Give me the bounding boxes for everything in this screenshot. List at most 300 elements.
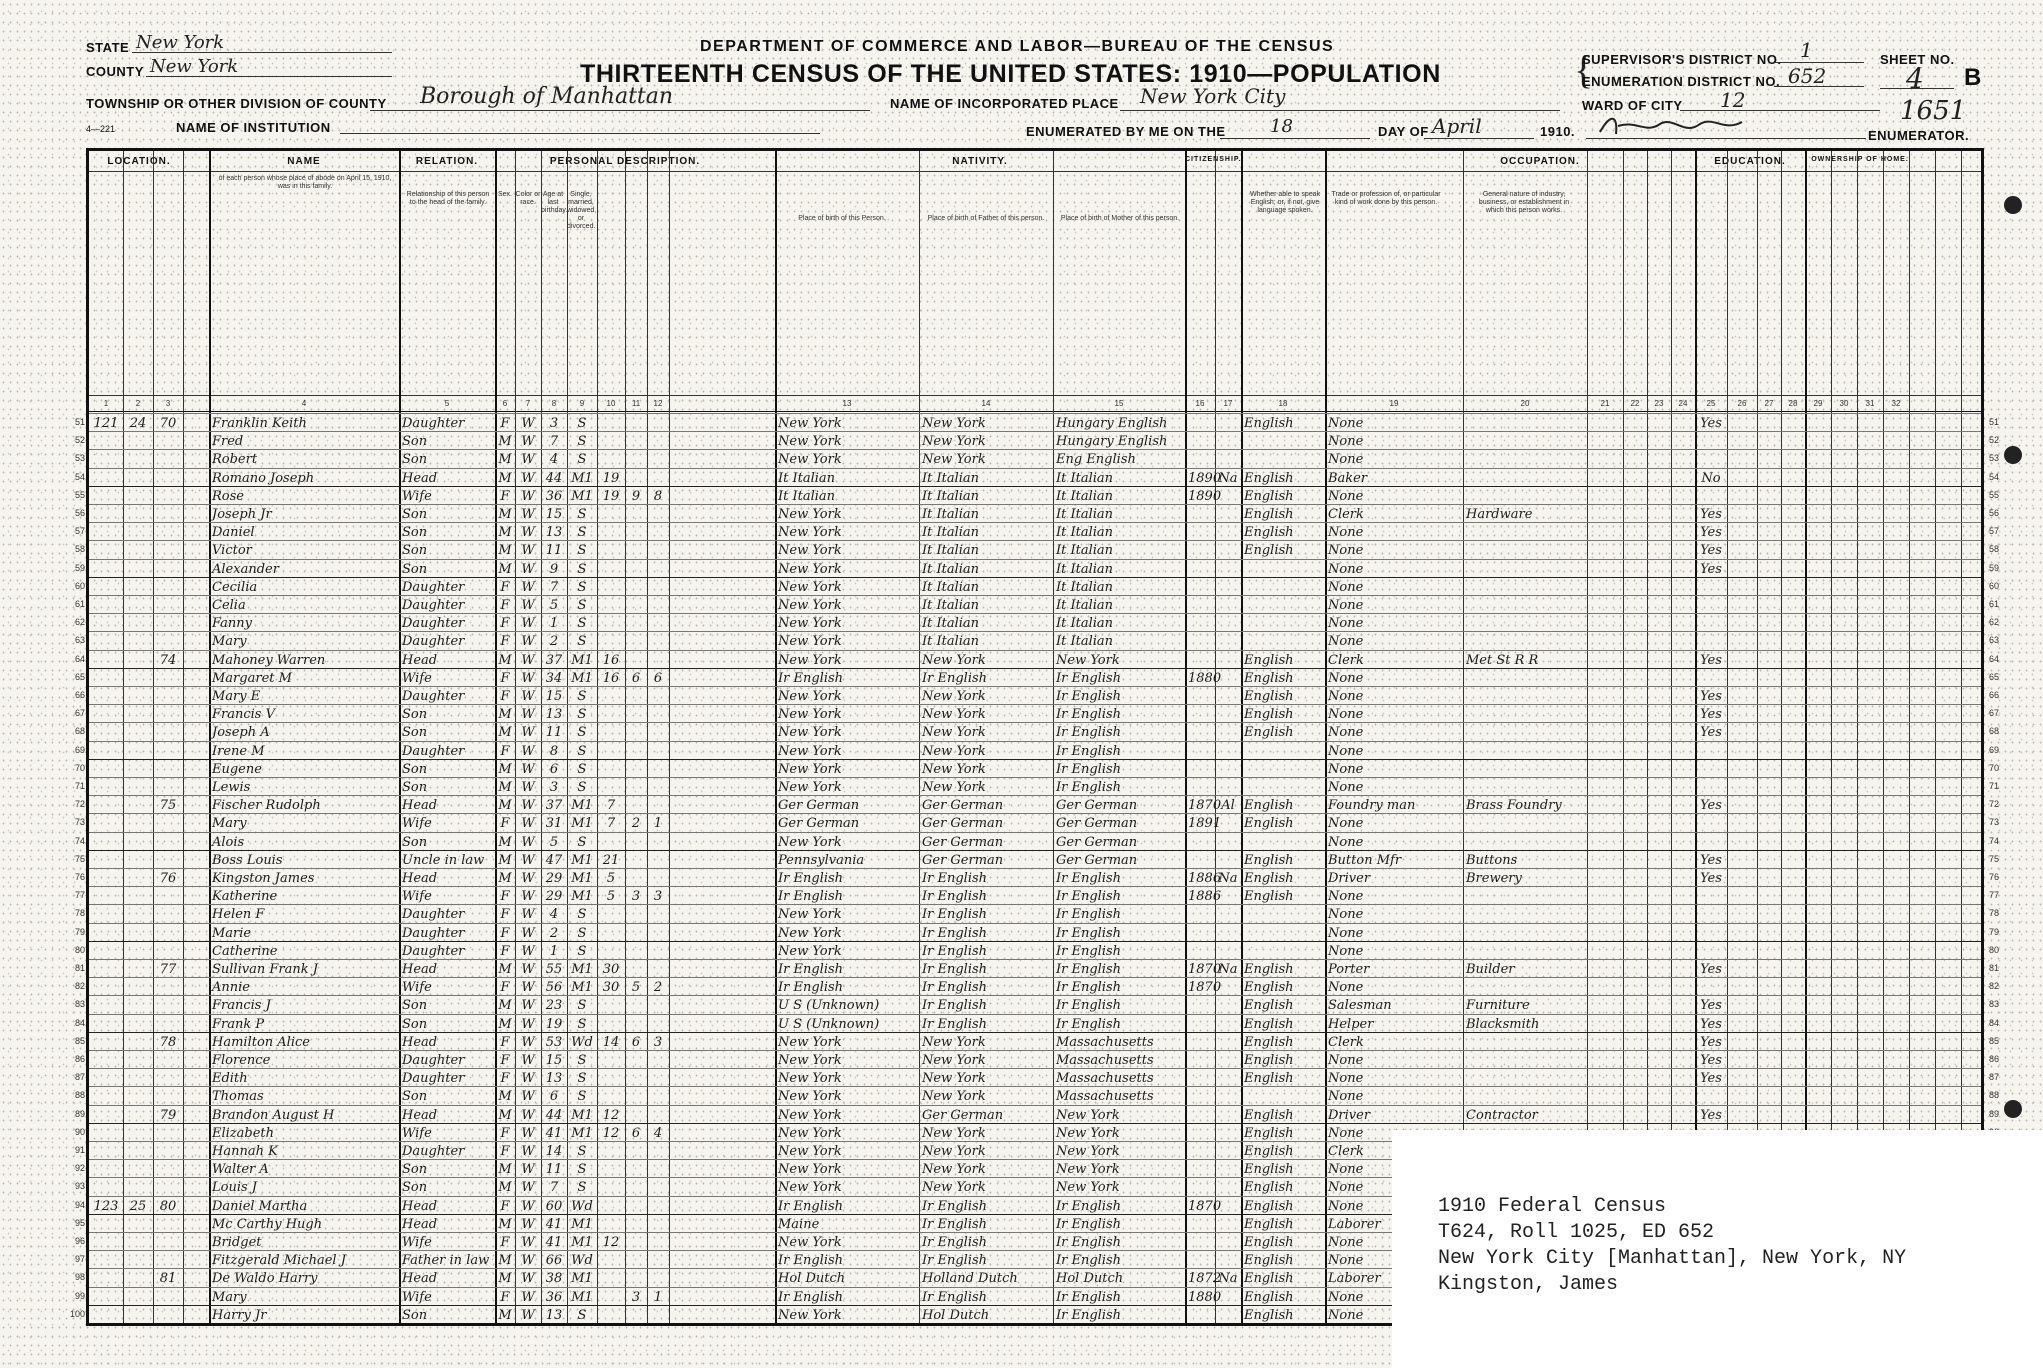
- cell-trade: None: [1328, 907, 1364, 923]
- cell-bp: New York: [778, 507, 842, 522]
- cell-name: Florence: [212, 1053, 271, 1068]
- cell-bf: New York: [922, 1125, 986, 1141]
- cell-name: Katherine: [212, 889, 278, 905]
- cell-lang: English: [1244, 1235, 1294, 1250]
- cell-age: 7: [549, 1180, 559, 1196]
- cell-name: Hannah K: [212, 1144, 278, 1159]
- cell-bm: It Italian: [1056, 525, 1114, 541]
- cell-race: W: [521, 980, 535, 996]
- cell-bp: New York: [778, 743, 842, 759]
- cell-bm: Eng English: [1056, 452, 1136, 468]
- line-number: 74: [74, 835, 85, 846]
- cell-trade: None: [1328, 780, 1364, 795]
- cell-sex: M: [498, 962, 512, 977]
- cell-lang: English: [1244, 1216, 1294, 1232]
- cell-bm: Ir English: [1056, 1289, 1122, 1305]
- supervisor-value: 1: [1800, 38, 1813, 62]
- table-row: [74, 468, 2000, 488]
- cell-bf: New York: [922, 1162, 986, 1178]
- cell-sex: M: [498, 852, 512, 868]
- cell-sex: M: [498, 1180, 512, 1196]
- cell-bp: New York: [778, 761, 842, 777]
- cell-name: Marie: [212, 925, 252, 941]
- cell-sex: F: [500, 1071, 510, 1087]
- cell-bp: Ir English: [778, 1289, 844, 1305]
- cell-yrs: 16: [602, 670, 620, 686]
- cell-trade: None: [1328, 416, 1364, 431]
- cell-mar: M1: [571, 798, 593, 814]
- cell-ed: Yes: [1700, 871, 1722, 886]
- cell-trade: None: [1328, 525, 1364, 541]
- cell-name: Kingston James: [212, 871, 315, 886]
- cell-mar: M1: [571, 1271, 593, 1287]
- cell-mar: S: [577, 761, 587, 777]
- cell-bf: Ir English: [922, 962, 988, 977]
- cell-bm: Massachusetts: [1056, 1053, 1154, 1068]
- cell-lang: English: [1244, 507, 1294, 522]
- cell-bf: Ir English: [922, 1289, 988, 1305]
- cell-mar: S: [577, 998, 587, 1014]
- cell-race: W: [521, 416, 535, 431]
- column-number: 13: [842, 399, 852, 408]
- cell-mar: S: [577, 1307, 587, 1323]
- cell-bf: New York: [922, 1180, 986, 1196]
- sheet-label: SHEET NO.: [1880, 52, 1955, 67]
- cell-age: 4: [549, 452, 559, 468]
- line-number: 85: [74, 1035, 85, 1046]
- cell-name: Margaret M: [212, 670, 292, 686]
- table-row: [74, 1068, 2000, 1088]
- cell-bf: Ger German: [922, 798, 1004, 814]
- line-number: 95: [74, 1217, 85, 1228]
- cell-name: Romano Joseph: [212, 470, 315, 486]
- cell-rel: Head: [402, 1034, 438, 1050]
- cell-chl: 8: [653, 488, 663, 504]
- cell-bp: New York: [778, 616, 842, 632]
- cell-bf: It Italian: [922, 543, 980, 559]
- cell-mar: M1: [571, 871, 593, 886]
- cell-bf: It Italian: [922, 616, 980, 632]
- cell-rel: Son: [402, 543, 428, 559]
- cell-bp: Ir English: [778, 889, 844, 905]
- cell-rel: Daughter: [402, 743, 465, 759]
- column-number: 24: [1678, 399, 1688, 408]
- line-number-right: 80: [1989, 944, 2000, 955]
- cell-bm: New York: [1056, 1180, 1120, 1196]
- cell-bm: Ger German: [1056, 852, 1138, 868]
- subheader-age: Age at last birthday.: [541, 191, 568, 214]
- line-number-right: 73: [1989, 817, 2000, 828]
- cell-ind: Hardware: [1466, 507, 1533, 522]
- incorporated-label: NAME OF INCORPORATED PLACE: [890, 96, 1119, 111]
- cell-name: Mary: [212, 1289, 247, 1305]
- cell-bf: New York: [922, 1089, 986, 1105]
- cell-sex: M: [498, 780, 512, 795]
- cell-rel: Wife: [402, 1125, 432, 1141]
- cell-lang: English: [1244, 798, 1294, 814]
- cell-age: 15: [545, 507, 563, 522]
- cell-name: Brandon August H: [212, 1107, 335, 1123]
- cell-rel: Son: [402, 452, 428, 468]
- cell-bm: It Italian: [1056, 488, 1114, 504]
- cell-bm: It Italian: [1056, 634, 1114, 650]
- day-of-label: DAY OF: [1378, 124, 1429, 139]
- cell-rel: Son: [402, 1307, 428, 1323]
- table-row: [74, 977, 2000, 997]
- cell-name: Alois: [212, 834, 245, 850]
- cell-bp: New York: [778, 1235, 842, 1250]
- line-number: 70: [74, 762, 85, 773]
- line-number: 91: [74, 1145, 85, 1155]
- cell-bp: New York: [778, 834, 842, 850]
- cell-bp: Ir English: [778, 1253, 844, 1269]
- cell-sex: M: [498, 1162, 512, 1178]
- line-number-right: 87: [1989, 1072, 2000, 1083]
- cell-sex: M: [498, 434, 512, 450]
- cell-sex: F: [500, 1034, 510, 1050]
- line-number-right: 77: [1989, 890, 2000, 901]
- cell-trade: Foundry man: [1328, 798, 1416, 814]
- cell-race: W: [521, 1053, 535, 1068]
- cell-rel: Wife: [402, 670, 432, 686]
- cell-race: W: [521, 1107, 535, 1123]
- cell-rel: Wife: [402, 1289, 432, 1305]
- cell-bf: New York: [922, 707, 986, 723]
- cell-lang: English: [1244, 488, 1294, 504]
- cell-race: W: [521, 561, 535, 577]
- cell-rel: Daughter: [402, 1144, 465, 1159]
- cell-lang: English: [1244, 1034, 1294, 1050]
- line-number: 97: [74, 1254, 85, 1265]
- line-number-right: 63: [1989, 635, 2000, 646]
- cell-bf: New York: [922, 434, 986, 450]
- cell-bp: New York: [778, 1125, 842, 1141]
- cell-rel: Head: [402, 1198, 438, 1214]
- cell-sex: F: [500, 598, 510, 613]
- cell-bp: New York: [778, 780, 842, 795]
- cell-trade: None: [1328, 725, 1364, 741]
- cell-cit: Na: [1218, 470, 1238, 486]
- cell-chl: 1: [653, 1289, 663, 1305]
- line-number: 55: [74, 489, 85, 500]
- cell-bm: Ir English: [1056, 780, 1122, 795]
- cell-rel: Son: [402, 1016, 428, 1032]
- cell-race: W: [521, 998, 535, 1014]
- cell-race: W: [521, 1071, 535, 1087]
- cell-mar: M1: [571, 652, 593, 668]
- cell-ed: Yes: [1700, 1053, 1722, 1068]
- enumerator-signature: [1596, 110, 1746, 140]
- cell-lang: English: [1244, 1125, 1294, 1141]
- cell-yrs: 5: [606, 871, 616, 886]
- line-number: 62: [74, 617, 85, 628]
- group-ownership: OWNERSHIP OF HOME.: [1811, 156, 1909, 163]
- cell-name: Fischer Rudolph: [212, 798, 321, 814]
- cell-rel: Wife: [402, 488, 432, 504]
- cell-lang: English: [1244, 816, 1294, 832]
- cell-ch: 9: [631, 488, 641, 504]
- cell-name: Edith: [212, 1071, 248, 1087]
- cell-bp: U S (Unknown): [778, 998, 880, 1014]
- cell-name: Celia: [212, 598, 246, 613]
- cell-bm: Ir English: [1056, 925, 1122, 941]
- cell-bm: New York: [1056, 1125, 1120, 1141]
- cell-lang: English: [1244, 871, 1294, 886]
- cell-age: 41: [545, 1125, 563, 1141]
- line-number-right: 52: [1989, 435, 2000, 446]
- cell-imm: 1890: [1188, 488, 1222, 504]
- cell-bf: Ger German: [922, 1107, 1004, 1123]
- cell-bp: New York: [778, 598, 842, 613]
- department-heading: DEPARTMENT OF COMMERCE AND LABOR—BUREAU OF THE CENSUS: [700, 38, 1335, 55]
- cell-name: Boss Louis: [212, 852, 283, 868]
- cell-rel: Head: [402, 871, 438, 886]
- line-number-right: 51: [1989, 417, 2000, 427]
- column-number: 32: [1891, 399, 1901, 408]
- cell-age: 37: [545, 798, 563, 814]
- cell-age: 23: [545, 998, 563, 1014]
- table-row: [74, 886, 2000, 906]
- cell-sex: F: [500, 980, 510, 996]
- cell-ind: Furniture: [1466, 998, 1530, 1014]
- cell-trade: None: [1328, 707, 1364, 723]
- line-number-right: 66: [1989, 690, 2000, 700]
- table-row: [74, 631, 2000, 651]
- cell-sex: M: [498, 798, 512, 814]
- cell-sex: F: [500, 816, 510, 832]
- cell-rel: Son: [402, 525, 428, 541]
- cell-sex: M: [498, 1107, 512, 1123]
- cell-sex: M: [498, 470, 512, 486]
- line-number-right: 75: [1989, 853, 2000, 864]
- citation-line-4: Kingston, James: [1438, 1273, 1619, 1296]
- cell-ed: Yes: [1700, 707, 1722, 723]
- cell-chl: 2: [653, 980, 663, 996]
- cell-bp: New York: [778, 689, 842, 704]
- cell-bm: Ir English: [1056, 707, 1122, 723]
- cell-rel: Head: [402, 798, 438, 814]
- table-row: [74, 595, 2000, 615]
- cell-name: Walter A: [212, 1162, 269, 1178]
- cell-bm: Ir English: [1056, 1307, 1122, 1323]
- cell-bp: It Italian: [778, 488, 836, 504]
- cell-name: Helen F: [212, 907, 265, 923]
- cell-trade: Laborer: [1328, 1216, 1381, 1232]
- cell-bp: New York: [778, 707, 842, 723]
- cell-rel: Uncle in law: [402, 852, 485, 868]
- cell-trade: None: [1328, 889, 1364, 905]
- cell-sex: M: [498, 1307, 512, 1323]
- subheader-trade: Trade or profession of, or particular kind of work done by this person.: [1331, 191, 1441, 206]
- line-number-right: 60: [1989, 580, 2000, 591]
- cell-rel: Son: [402, 725, 428, 741]
- cell-yrs: 12: [602, 1235, 620, 1250]
- cell-mar: S: [577, 743, 587, 759]
- cell-bf: New York: [922, 780, 986, 795]
- cell-trade: None: [1328, 670, 1364, 686]
- column-number: 16: [1195, 399, 1205, 408]
- line-number: 65: [74, 671, 85, 682]
- cell-name: Fitzgerald Michael J: [212, 1253, 346, 1269]
- cell-bf: Ir English: [922, 1235, 988, 1250]
- cell-mar: S: [577, 1016, 587, 1032]
- cell-lang: English: [1244, 707, 1294, 723]
- cell-bm: It Italian: [1056, 598, 1114, 613]
- cell-trade: None: [1328, 1307, 1364, 1323]
- cell-race: W: [521, 1289, 535, 1305]
- cell-sex: M: [498, 1253, 512, 1269]
- line-number: 73: [74, 817, 85, 828]
- cell-trade: None: [1328, 1162, 1364, 1178]
- cell-imm: 1870: [1188, 798, 1222, 814]
- cell-trade: None: [1328, 1289, 1364, 1305]
- cell-bm: Ir English: [1056, 1253, 1122, 1269]
- cell-bp: Ger German: [778, 798, 860, 814]
- cell-bf: New York: [922, 652, 986, 668]
- ward-label: WARD OF CITY: [1582, 98, 1683, 113]
- cell-name: Fred: [212, 434, 244, 450]
- cell-race: W: [521, 962, 535, 977]
- cell-name: Fanny: [212, 616, 252, 632]
- cell-sex: F: [500, 1289, 510, 1305]
- citation-line-1: 1910 Federal Census: [1438, 1195, 1667, 1218]
- line-number: 98: [74, 1272, 85, 1283]
- cell-age: 5: [549, 834, 559, 850]
- cell-ch: 3: [631, 1289, 641, 1305]
- cell-bf: New York: [922, 452, 986, 468]
- cell-bp: New York: [778, 434, 842, 450]
- cell-rel: Head: [402, 1271, 438, 1287]
- cell-age: 11: [545, 543, 563, 559]
- line-number-right: 57: [1989, 526, 2000, 537]
- census-sheet: STATE New York COUNTY New York TOWNSHIP OR OTHER DIVISION OF COUNTY Borough of Manhattan 4—221 NAME OF INSTITUTION DEPARTMENT OF COMMERCE AND LABOR—BUREAU OF THE CENSUS THIRTEENTH CENSUS OF THE UNITED STATES: 1910—POPULATION NAME OF INCORPORATED PLACE New York City ENUMERATED BY ME ON THE 18 DAY OF April 1910. ENUMERATOR. { SUPERVISOR'S DISTRICT NO. 1 ENUMERATION DISTRICT NO. 652 SHEET NO. 4 B WARD OF CITY 12 1651 LOCATION. NAME RELATION. PERSONAL DESCRIPTION. NATIVITY. CITIZENSHIP. OCCUPATION. EDUCATION. OWNERSHIP OF HOME. of each person whose place of abode on April 15, 1910, was in this family. Relationship of this person to the head of the family. Place of birth of this Person. Place of birth of Father of this person. Place of birth of Mother of this person. Whether able to speak English; or, if not, give language spoken. Trade or profession of, or particular kind of work done by this person. General nature of industry, business, or establishment in which this person works. Sex. Color or race. Age at last birthday. Single, married, widowed, or divorced. 1 2 3 4 5 6 7 8 9 10 11 12 13 14 15 16 17 18 19 20 21 22 23 24 25 26 27 28 29 30 31 32 51 51 121 24 70 Franklin Keith Daughter F W 3 S New York New York Hungary English English None Yes 52 52 Fred Son M W 7 S New York New York Hungary English None 53 53 Robert Son M W 4 S New York New York Eng English None 54 54 Romano Joseph Head M W 44 M1 19 It Italian It Italian It Italian 1890 Na English Baker No 55 55 Rose Wife F W 36 M1 19 9 8 It Italian It Italian It Italian 1890 English None 56 56 Joseph Jr Son M W 15 S New York It Italian It Italian English Clerk Hardware Yes 57 57 Daniel Son M W 13 S New York It Italian It Italian English None Yes 58 58 Victor Son M W 11 S New York It Italian It Italian English None Yes 59 59 Alexander Son M W 9 S New York It Italian It Italian None Yes 60 60 Cecilia Daughter F W 7 S New York It Italian It Italian None 61 61 Celia Daughter F W 5 S New York It Italian It Italian None 62 62 Fanny Daughter F W 1 S New York It Italian It Italian None 63 63 Mary Daughter F W 2 S New York It Italian It Italian None 64 64 74 Mahoney Warren Head M W 37 M1 16 New York New York New York English Clerk Met St R R Yes 65 65 Margaret M Wife F W 34 M1 16 6 6 Ir English Ir English Ir English 1880 English None 66 66 Mary E Daughter F W 15 S New York New York Ir English English None Yes 67 67 Francis V Son M W 13 S New York New York Ir English English None Yes 68 68 Joseph A Son M W 11 S New York New York Ir English English None Yes 69 69 Irene M Daughter F W 8 S New York New York Ir English None 70 70 Eugene Son M W 6 S New York New York Ir English None 71 71 Lewis Son M W 3 S New York New York Ir English None 72 72 75 Fischer Rudolph Head M W 37 M1 7 Ger German Ger German Ger German 1870 Al English Foundry man Brass Foundry Yes 73 73 Mary Wife F W 31 M1 7 2 1 Ger German Ger German Ger German 1891 English None 74 74 Alois Son M W 5 S New York Ger German Ger German None 75 75 Boss Louis Uncle in law M W 47 M1 21 Pennsylvania Ger German Ger German English Button Mfr Buttons Yes 76 76 76 Kingston James Head M W 29 M1 5 Ir English Ir English Ir English 1886 Na English Driver Brewery Yes 77 77 Katherine Wife F W 29 M1 5 3 3 Ir English Ir English Ir English 1886 English None 78 78 Helen F Daughter F W 4 S New York Ir English Ir English None 79 79 Marie Daughter F W 2 S New York Ir English Ir English None 80 80 Catherine Daughter F W 1 S New York Ir English Ir English None 81 81 77 Sullivan Frank J Head M W 55 M1 30 Ir English Ir English Ir English 1870 Na English Porter Builder Yes 82 82 Annie Wife F W 56 M1 30 5 2 Ir English Ir English Ir English 1870 English None 83 83 Francis J Son M W 23 S U S (Unknown) Ir English Ir English English Salesman Furniture Yes 84 84 Frank P Son M W 19 S U S (Unknown) Ir English Ir English English Helper Blacksmith Yes 85 85 78 Hamilton Alice Head F W 53 Wd 14 6 3 New York New York Massachusetts English Clerk Yes 86 86 Florence Daughter F W 15 S New York New York Massachusetts English None Yes 87 87 Edith Daughter F W 13 S New York New York Massachusetts English None Yes 88 88 Thomas Son M W 6 S New York New York Massachusetts None 89 89 79 Brandon August H Head M W 44 M1 12 New York Ger German New York English Driver Contractor Yes 90 Elizabeth Wife F W 41 M1 12 6 4 New York New York New York English None 91 Hannah K Daughter F W 14 S New York New York New York English Clerk 92 Walter A Son M W 11 S New York New York New York English None 93 Louis J Son M W 7 S New York New York New York English None 94 123 25 80 Daniel Martha Head F W 60 Wd Ir English Ir English Ir English 1870 English None 95 Mc Carthy Hugh Head M W 41 M1 Maine Ir English Ir English English Laborer 96 Bridget Wife F W 41 M1 12 New York Ir English Ir English English None 97 Fitzgerald Michael J Father in law M W 66 Wd Ir English Ir English Ir English English None 98 81 De Waldo Harry Head M W 38 M1 Hol Dutch Holland Dutch Hol Dutch 1872 Na English Laborer 99 Mary Wife F W 36 M1 3 1 Ir English Ir English Ir English 1880 English None 100 Harry Jr Son M W 13 S New York Hol Dutch Ir English English None 1910 Federal Census T624, Roll 1025, ED 652 New York City [Manhattan], New York, NY Kingston, James: [0, 0, 2043, 1368]
- subheader-birth-mother: Place of birth of Mother of this person.: [1060, 215, 1180, 222]
- cell-bm: Ir English: [1056, 689, 1122, 704]
- cell-ed: No: [1701, 470, 1721, 486]
- cell-name: Elizabeth: [212, 1125, 275, 1141]
- cell-mar: Wd: [571, 1034, 593, 1050]
- cell-bm: Ir English: [1056, 1198, 1122, 1214]
- cell-lang: English: [1244, 689, 1294, 704]
- cell-race: W: [521, 543, 535, 559]
- cell-family: 81: [159, 1271, 177, 1287]
- cell-lang: English: [1244, 1271, 1294, 1287]
- cell-bf: Ger German: [922, 852, 1004, 868]
- cell-mar: Wd: [571, 1253, 593, 1269]
- cell-race: W: [521, 1180, 535, 1196]
- cell-bm: It Italian: [1056, 616, 1114, 632]
- enumerated-month: April: [1432, 114, 1482, 138]
- cell-cit: Na: [1218, 962, 1238, 977]
- line-number: 78: [74, 908, 85, 919]
- cell-age: 2: [549, 925, 559, 941]
- cell-bf: It Italian: [922, 507, 980, 522]
- cell-bf: It Italian: [922, 561, 980, 577]
- cell-bp: New York: [778, 1053, 842, 1068]
- cell-ed: Yes: [1700, 725, 1722, 741]
- cell-trade: None: [1328, 1235, 1364, 1250]
- line-number: 54: [74, 471, 85, 482]
- cell-race: W: [521, 1016, 535, 1032]
- column-number: 6: [502, 399, 508, 408]
- cell-yrs: 5: [606, 889, 616, 905]
- subheader-race: Color or race.: [515, 191, 541, 206]
- line-number: 86: [74, 1054, 85, 1064]
- cell-mar: S: [577, 616, 587, 632]
- cell-bm: It Italian: [1056, 579, 1114, 595]
- cell-bm: Ger German: [1056, 816, 1138, 832]
- cell-sex: M: [498, 1089, 512, 1105]
- cell-age: 55: [545, 962, 563, 977]
- cell-rel: Son: [402, 834, 428, 850]
- cell-bm: New York: [1056, 1162, 1120, 1178]
- cell-age: 2: [549, 634, 559, 650]
- line-number-right: 67: [1989, 708, 2000, 719]
- cell-age: 7: [549, 434, 559, 450]
- cell-ed: Yes: [1700, 416, 1722, 431]
- column-number: 15: [1114, 399, 1124, 408]
- cell-bp: Ir English: [778, 871, 844, 886]
- column-number: 26: [1737, 399, 1747, 408]
- cell-age: 5: [549, 598, 559, 613]
- cell-bp: Ir English: [778, 962, 844, 977]
- cell-bf: New York: [922, 1053, 986, 1068]
- cell-sex: M: [498, 998, 512, 1014]
- cell-rel: Head: [402, 652, 438, 668]
- table-row: [74, 959, 2000, 979]
- line-number: 89: [74, 1108, 85, 1119]
- cell-age: 60: [545, 1198, 563, 1214]
- cell-trade: None: [1328, 1071, 1364, 1087]
- cell-yrs: 7: [606, 798, 616, 814]
- table-row: [74, 431, 2000, 451]
- township-label: TOWNSHIP OR OTHER DIVISION OF COUNTY: [86, 96, 387, 111]
- cell-ind: Builder: [1466, 962, 1515, 977]
- line-number: 93: [74, 1181, 85, 1192]
- subheader-sex: Sex.: [497, 191, 512, 198]
- cell-lang: English: [1244, 725, 1294, 741]
- cell-family: 80: [159, 1198, 177, 1214]
- cell-rel: Daughter: [402, 598, 465, 613]
- sheet-value: 4: [1906, 62, 1924, 95]
- cell-yrs: 21: [602, 852, 620, 868]
- cell-trade: Clerk: [1328, 1144, 1364, 1159]
- cell-trade: None: [1328, 925, 1364, 941]
- column-number: 29: [1813, 399, 1823, 408]
- cell-bf: Ir English: [922, 670, 988, 686]
- cell-bm: Ir English: [1056, 670, 1122, 686]
- cell-lang: English: [1244, 670, 1294, 686]
- cell-name: Thomas: [212, 1089, 264, 1105]
- table-row: [74, 413, 2000, 433]
- cell-cit: Al: [1221, 798, 1235, 814]
- line-number: 79: [74, 926, 85, 937]
- cell-family: 76: [159, 871, 177, 886]
- line-number: 66: [74, 690, 85, 700]
- cell-bp: New York: [778, 1071, 842, 1087]
- cell-race: W: [521, 725, 535, 741]
- cell-sex: M: [498, 652, 512, 668]
- column-number: 14: [981, 399, 991, 408]
- cell-mar: S: [577, 525, 587, 541]
- cell-ed: Yes: [1700, 962, 1722, 977]
- cell-bm: Ir English: [1056, 761, 1122, 777]
- cell-race: W: [521, 616, 535, 632]
- cell-name: Lewis: [212, 780, 251, 795]
- cell-sex: M: [498, 561, 512, 577]
- enumerated-label: ENUMERATED BY ME ON THE: [1026, 124, 1226, 139]
- cell-bf: Ir English: [922, 889, 988, 905]
